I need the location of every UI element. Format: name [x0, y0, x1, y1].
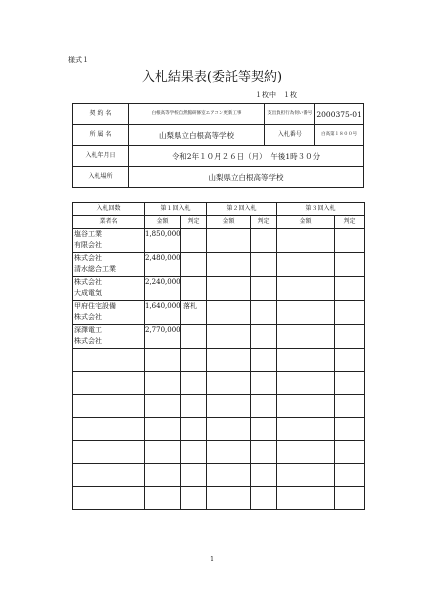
vendor-name [73, 253, 145, 277]
round-1-amount-header: 金額 [145, 216, 181, 229]
round-2-judgment-header: 判定 [251, 216, 277, 229]
empty-row [73, 441, 365, 464]
column-header-row [73, 216, 365, 229]
sheet-count: １枚中 １枚 [255, 91, 297, 99]
location-value: 山梨県立白根高等学校 [128, 125, 264, 146]
empty-row [73, 395, 365, 418]
vendor-name [73, 277, 145, 301]
place-label: 入札場所 [73, 167, 129, 188]
round-3-judgment-header: 判定 [335, 216, 365, 229]
round-1-judgment [181, 277, 207, 301]
page-number: 1 [210, 556, 214, 563]
vendor-name-line2: 有限会社 [74, 240, 102, 249]
table-row [73, 277, 365, 301]
round-1-judgment: 落札 [181, 301, 207, 325]
budget-number-value: 2000375-01 [315, 104, 364, 125]
round-1-amount: 1,640,000 [145, 301, 181, 325]
bid-count-label: 入札回数 [73, 203, 145, 216]
round-1-judgment-header: 判定 [181, 216, 207, 229]
vendor-name [73, 325, 145, 349]
round-1-amount: 2,770,000 [145, 325, 181, 349]
round-3-amount-header: 金額 [277, 216, 335, 229]
budget-number-label: 支出負担行為伺い番号 [265, 104, 315, 125]
table-row [73, 253, 365, 277]
empty-row [73, 464, 365, 487]
vendor-name-line1: 株式会社 [74, 254, 102, 262]
bid-number-value: 白高第１８００号 [315, 125, 364, 146]
empty-row [73, 487, 365, 510]
round-1-judgment [181, 325, 207, 349]
place-row [73, 167, 364, 188]
round-1-amount: 1,850,000 [145, 229, 181, 253]
round-1-judgment [181, 253, 207, 277]
contract-name-row [73, 104, 364, 125]
vendor-name-line1: 甲府住宅設備 [74, 302, 116, 310]
vendor-name-line2: 株式会社 [74, 336, 102, 345]
vendor-name-line1: 塩谷工業 [74, 230, 102, 238]
vendor-name [73, 229, 145, 253]
document-title: 入札結果表(委託等契約) [141, 70, 283, 85]
vendor-name [73, 301, 145, 325]
empty-row [73, 372, 365, 395]
round-1-header: 第１回入札 [145, 203, 207, 216]
date-label: 入札年月日 [73, 146, 129, 167]
vendor-name-line1: 株式会社 [74, 278, 102, 286]
contract-name-value: 白根高等学校自然館研修室エアコン更新工事 [128, 104, 264, 125]
date-row [73, 146, 364, 167]
vendor-name-line2: 大成電気 [74, 288, 102, 297]
bid-results-table [72, 202, 365, 510]
round-3-header: 第３回入札 [277, 203, 365, 216]
vendor-label: 業者名 [73, 216, 145, 229]
contract-name-label: 契 約 名 [73, 104, 129, 125]
location-row [73, 125, 364, 146]
form-label: 様式１ [68, 56, 89, 64]
bid-number-label: 入札番号 [265, 125, 315, 146]
round-1-amount: 2,240,000 [145, 277, 181, 301]
round-header-row [73, 203, 365, 216]
vendor-name-line2: 清水総合工業 [74, 264, 116, 273]
round-1-judgment [181, 229, 207, 253]
round-1-amount: 2,480,000 [145, 253, 181, 277]
table-row [73, 229, 365, 253]
date-value: 令和2年１０月２６日（月） 午後1時３０分 [128, 146, 363, 167]
vendor-name-line1: 深澤電工 [74, 326, 102, 334]
table-row [73, 301, 365, 325]
round-2-amount-header: 金額 [207, 216, 251, 229]
location-label: 所 属 名 [73, 125, 129, 146]
contract-info-table [72, 103, 364, 188]
empty-row [73, 349, 365, 372]
place-value: 山梨県立白根高等学校 [128, 167, 363, 188]
table-row [73, 325, 365, 349]
round-2-header: 第２回入札 [207, 203, 277, 216]
vendor-name-line2: 株式会社 [74, 312, 102, 321]
empty-row [73, 418, 365, 441]
